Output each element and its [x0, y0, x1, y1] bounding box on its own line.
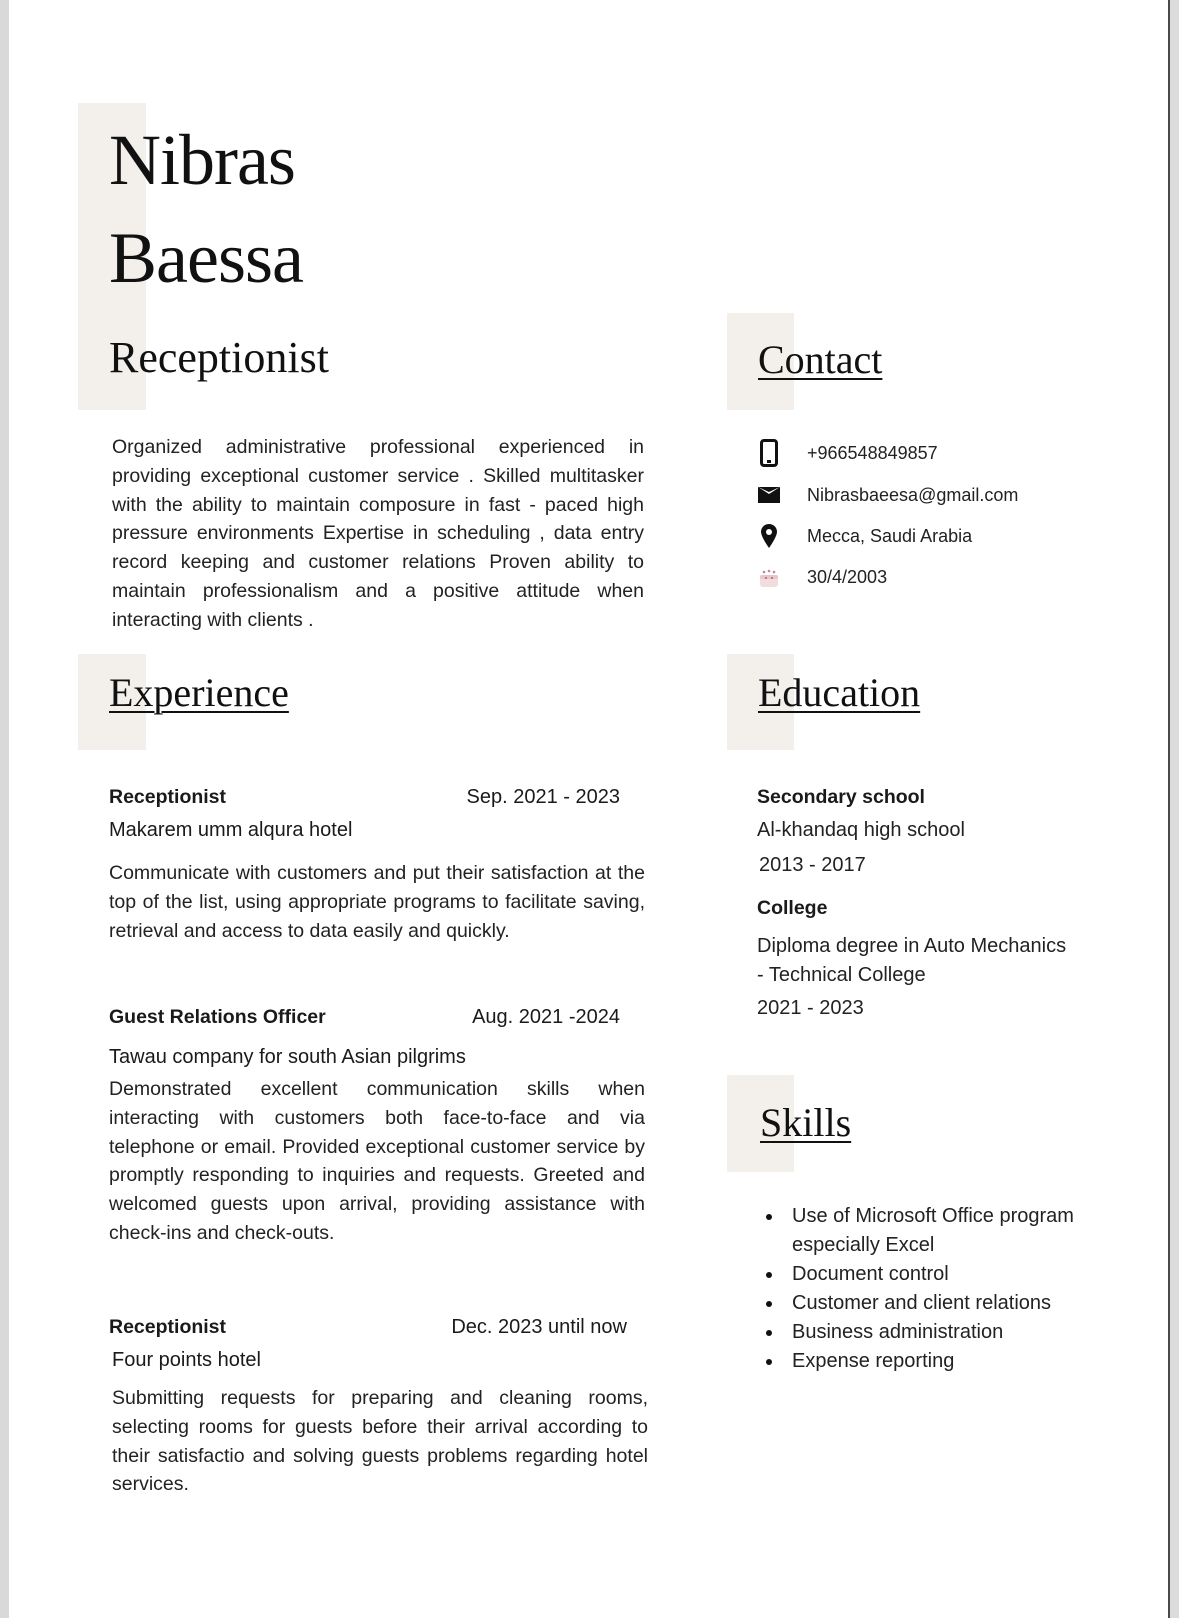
contact-phone	[757, 440, 1077, 466]
skill-item: Business administration	[792, 1318, 1112, 1347]
skills-list	[756, 1202, 1112, 1376]
experience-company: Makarem umm alqura hotel	[109, 819, 353, 841]
education-institution: Diploma degree in Auto Mechanics - Technical College	[757, 935, 1067, 986]
page-shadow-left	[0, 0, 9, 1618]
profile-summary: Organized administrative professional experienced in providing exceptional customer service . Skilled multitasker with the ability to maintain composure in fast - paced high pressure environments Expertise in scheduling , data entry record keeping and customer relations Proven ability to maintain professionalism and a positive attitude when interacting with clients .	[112, 436, 644, 631]
experience-role: Receptionist	[109, 1316, 227, 1338]
contact-email	[757, 482, 1077, 508]
experience-dates: Dec. 2023 until now	[451, 1316, 627, 1338]
experience-heading: Experience	[109, 670, 289, 715]
contact-birthdate	[757, 564, 1077, 590]
location: Mecca, Saudi Arabia	[807, 525, 973, 546]
phone-number[interactable]: +966548849857	[807, 442, 938, 463]
birthday-cake-icon	[757, 564, 781, 590]
experience-description: Demonstrated excellent communication skills when interacting with customers both face-to-face and via telephone or email. Provided exceptional customer service by promptly responding to inquiries and requests. Greeted and welcomed guests upon arrival, providing assistance with check-ins and check-outs.	[109, 1078, 645, 1244]
skill-item: Expense reporting	[792, 1347, 1112, 1376]
experience-company: Four points hotel	[112, 1349, 261, 1371]
job-title: Receptionist	[109, 333, 329, 382]
skill-item: Use of Microsoft Office program especially Excel	[792, 1202, 1112, 1260]
education-item	[757, 786, 1097, 877]
skill-item: Document control	[792, 1260, 1112, 1289]
experience-role: Guest Relations Officer	[109, 1006, 326, 1028]
email-address[interactable]: Nibrasbaeesa@gmail.com	[807, 484, 1019, 505]
page-shadow-right	[1168, 0, 1179, 1618]
experience-dates: Aug. 2021 -2024	[472, 1006, 620, 1028]
envelope-icon	[757, 482, 781, 508]
skills-heading: Skills	[760, 1100, 852, 1145]
experience-role: Receptionist	[109, 786, 227, 808]
education-institution: Al-khandaq high school	[757, 819, 965, 841]
education-years: 2021 - 2023	[757, 997, 864, 1019]
last-name: Baessa	[109, 218, 303, 298]
education-item	[757, 897, 1097, 1020]
skill-item: Customer and client relations	[792, 1289, 1112, 1318]
contact-location	[757, 523, 1077, 549]
experience-company: Tawau company for south Asian pilgrims	[109, 1046, 466, 1068]
experience-description: Communicate with customers and put their satisfaction at the top of the list, using appropriate programs to facilitate saving, retrieval and access to data easily and quickly.	[109, 862, 645, 942]
education-years: 2013 - 2017	[759, 854, 866, 876]
education-title: College	[757, 897, 828, 919]
experience-item	[109, 1316, 648, 1499]
first-name: Nibras	[109, 120, 295, 200]
education-heading: Education	[758, 670, 921, 715]
birth-date: 30/4/2003	[807, 566, 888, 587]
experience-description: Submitting requests for preparing and cleaning rooms, selecting rooms for guests before their arrival according to their satisfactio and solving guests problems regarding hotel services.	[112, 1387, 648, 1496]
experience-dates: Sep. 2021 - 2023	[466, 786, 620, 808]
experience-item	[109, 786, 645, 945]
contact-heading: Contact	[758, 337, 883, 382]
location-pin-icon	[757, 523, 781, 549]
experience-item	[109, 1006, 645, 1248]
education-title: Secondary school	[757, 786, 925, 808]
phone-icon	[757, 440, 781, 466]
